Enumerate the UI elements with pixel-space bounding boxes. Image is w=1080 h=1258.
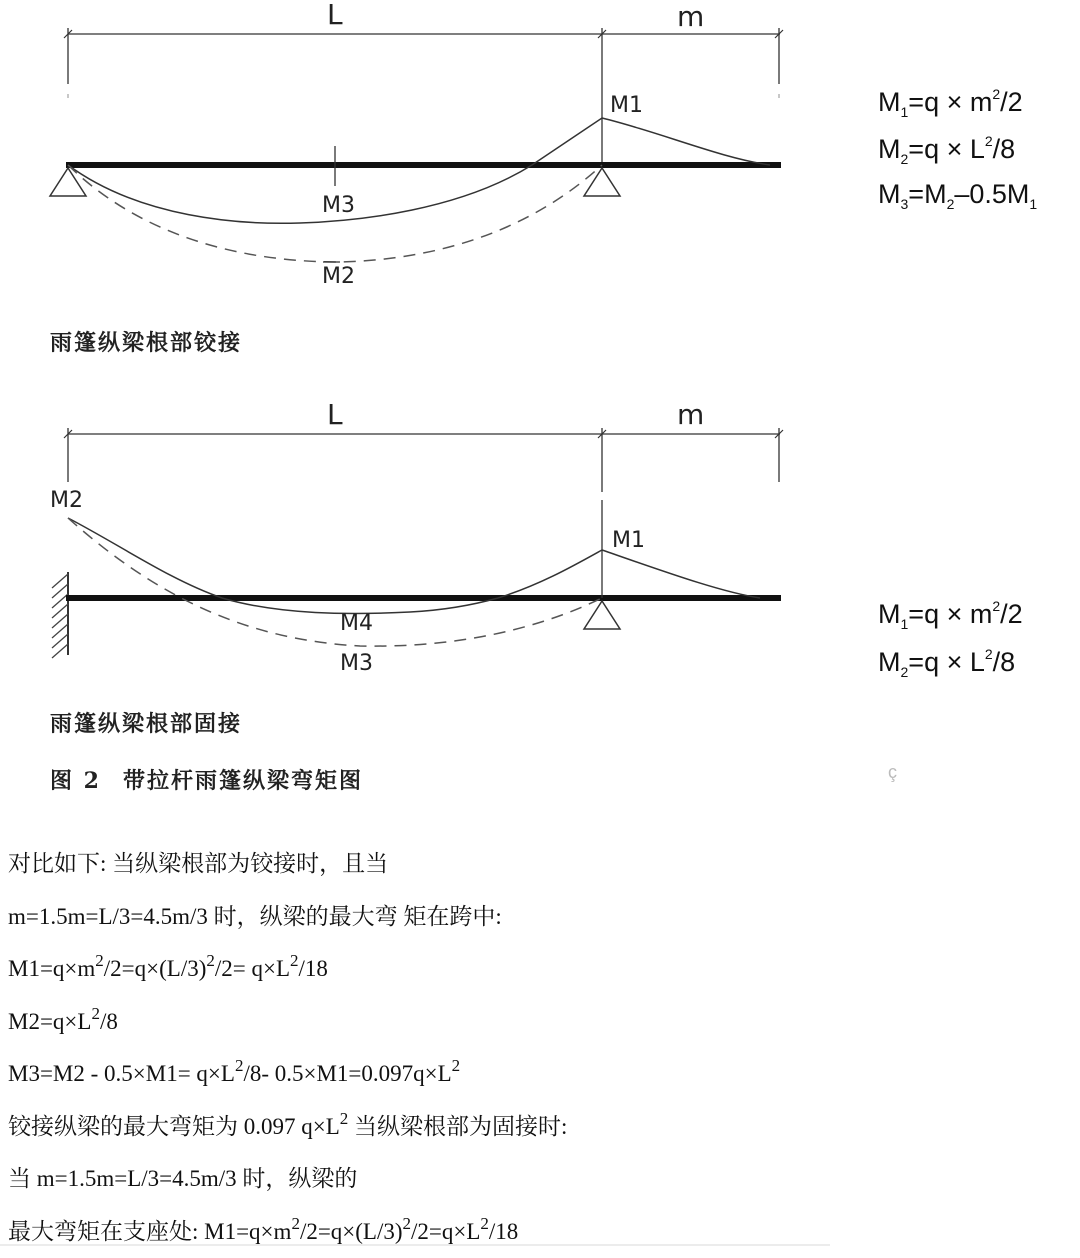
caption-hinged: 雨篷纵梁根部铰接 — [50, 326, 242, 357]
body-line-2: m=1.5m=L/3=4.5m/3 时，纵梁的最大弯 矩在跨中: — [8, 891, 1068, 944]
body-superscript: 2 — [235, 1056, 244, 1075]
body-superscript: 2 — [95, 951, 104, 970]
body-superscript: 2 — [340, 1109, 349, 1128]
top-span-label: L — [327, 0, 343, 31]
top-mid-pin-support — [584, 168, 620, 196]
formula-subscript: 1 — [901, 616, 909, 632]
formula-bottom-m1 — [878, 599, 1023, 631]
body-superscript: 2 — [403, 1214, 412, 1233]
stray-mark: ç — [888, 762, 897, 783]
body-superscript: 2 — [291, 1214, 300, 1233]
body-text-span: /2=q×(L/3) — [300, 1219, 403, 1244]
formula-superscript: 2 — [985, 133, 993, 149]
top-m1-label: M1 — [610, 93, 643, 118]
formula-subscript: 1 — [901, 104, 909, 120]
body-text-span: /2= q×L — [215, 956, 290, 981]
formula-text: /2 — [1000, 599, 1023, 629]
top-left-pin-support — [50, 168, 86, 196]
formula-text: M — [878, 134, 901, 164]
fixed-wall-hatching — [52, 574, 68, 658]
body-superscript: 2 — [290, 951, 299, 970]
formula-text: =q × m — [908, 599, 992, 629]
body-line-6 — [8, 1101, 1068, 1154]
body-superscript: 2 — [91, 1004, 100, 1023]
body-text-span: 当纵梁根部为固接时: — [348, 1114, 567, 1139]
body-text-span: M2=q×L — [8, 1009, 91, 1034]
formula-subscript: 2 — [901, 664, 909, 680]
body-text-span: /2=q×(L/3) — [104, 956, 207, 981]
bottom-m1-label: M1 — [612, 528, 645, 553]
bottom-m2-label: M2 — [50, 488, 83, 513]
formula-subscript: 2 — [901, 151, 909, 167]
formula-superscript: 2 — [992, 598, 1000, 614]
formula-text: M — [878, 179, 901, 209]
body-text-span: M1=q×m — [8, 956, 95, 981]
body-text-span: 最大弯矩在支座处: M1=q×m — [8, 1219, 291, 1244]
bottom-m3-label: M3 — [340, 651, 373, 676]
bottom-m4-label: M4 — [340, 611, 373, 636]
formula-text: M — [878, 599, 901, 629]
top-m3-label: M3 — [322, 193, 355, 218]
formula-top-m2 — [878, 134, 1015, 166]
hinged-beam-diagram — [50, 0, 783, 289]
formula-text: =q × m — [908, 87, 992, 117]
body-text-span: M3=M2 - 0.5×M1= q×L — [8, 1061, 235, 1086]
formula-top-m1 — [878, 87, 1023, 119]
body-line-4 — [8, 996, 1068, 1049]
caption-fixed: 雨篷纵梁根部固接 — [50, 707, 242, 738]
formula-text: M — [878, 647, 901, 677]
figure-number: 图 2 — [50, 768, 101, 794]
bottom-moment-curve-m3 — [68, 518, 602, 646]
body-text-span: /8- 0.5×M1=0.097q×L — [243, 1061, 451, 1086]
body-text-span: /18 — [299, 956, 328, 981]
formula-superscript: 2 — [985, 646, 993, 662]
top-m2-label: M2 — [322, 264, 355, 289]
bottom-rule — [0, 1244, 830, 1246]
formula-text: =M — [908, 179, 946, 209]
body-text-span: 铰接纵梁的最大弯矩为 0.097 q×L — [8, 1114, 340, 1139]
formula-text: =q × L — [908, 647, 985, 677]
formula-subscript: 3 — [901, 196, 909, 212]
body-superscript: 2 — [480, 1214, 489, 1233]
body-text — [8, 838, 1068, 1258]
formula-top-m3 — [878, 181, 1037, 211]
formula-bottom-m2 — [878, 647, 1015, 679]
top-overhang-label: m — [677, 0, 704, 33]
formula-subscript: 1 — [1029, 196, 1037, 212]
body-text-span: /8 — [100, 1009, 118, 1034]
formula-text: /2 — [1000, 87, 1023, 117]
top-moment-curve-m3 — [68, 118, 770, 223]
body-text-span: /2=q×L — [411, 1219, 480, 1244]
bottom-span-label: L — [327, 398, 343, 431]
formula-subscript: 2 — [947, 196, 955, 212]
formula-text: –0.5M — [954, 179, 1029, 209]
figure-caption — [50, 764, 385, 795]
body-line-8 — [8, 1206, 1068, 1258]
body-line-7: 当 m=1.5m=L/3=4.5m/3 时，纵梁的 — [8, 1153, 1068, 1206]
body-line-1: 对比如下: 当纵梁根部为铰接时，且当 — [8, 838, 1068, 891]
formula-text: =q × L — [908, 134, 985, 164]
body-superscript: 2 — [452, 1056, 461, 1075]
bottom-mid-pin-support — [584, 601, 620, 629]
formula-text: M — [878, 87, 901, 117]
formula-text: /8 — [993, 134, 1016, 164]
figure-title: 带拉杆雨篷纵梁弯矩图 — [123, 768, 363, 794]
fixed-beam-diagram — [50, 398, 783, 676]
body-text-span: /18 — [489, 1219, 518, 1244]
body-line-3 — [8, 943, 1068, 996]
formula-text: /8 — [993, 647, 1016, 677]
body-superscript: 2 — [206, 951, 215, 970]
formula-superscript: 2 — [992, 86, 1000, 102]
body-line-5 — [8, 1048, 1068, 1101]
bottom-overhang-label: m — [677, 398, 704, 431]
